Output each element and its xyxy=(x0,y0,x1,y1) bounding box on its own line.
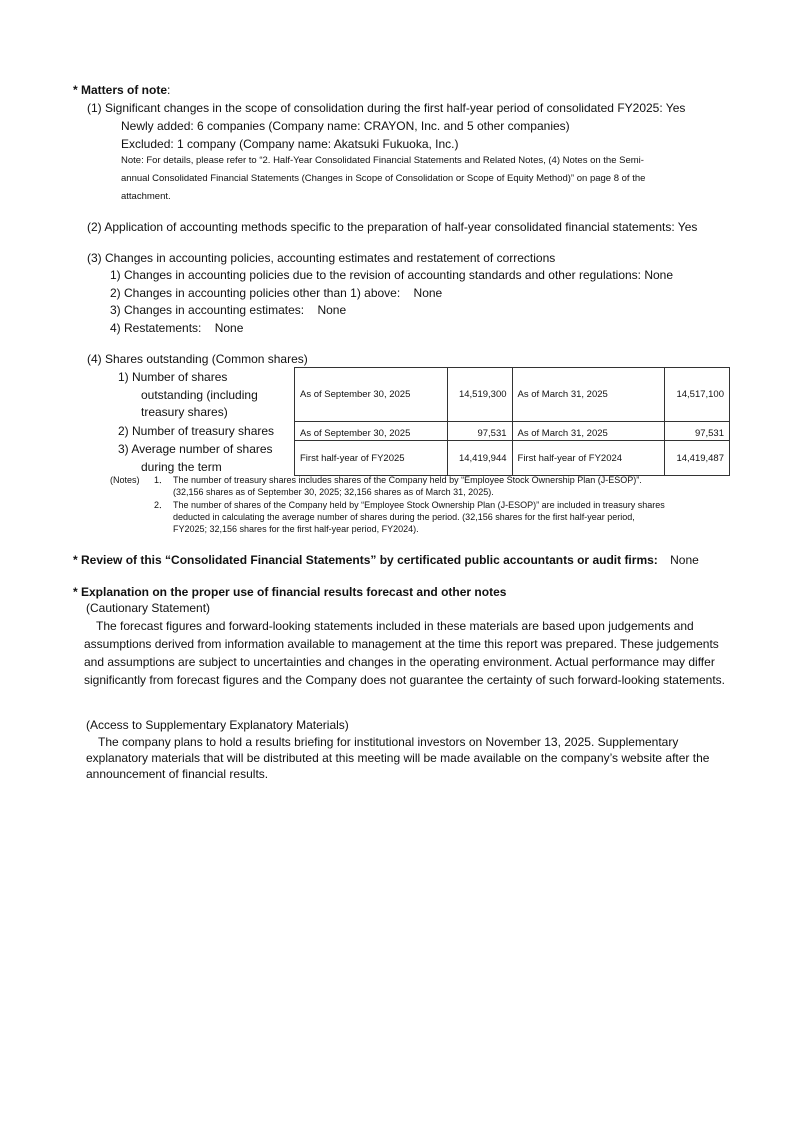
table-cell-value: 14,419,944 xyxy=(447,441,512,476)
table-cell-value: 14,519,300 xyxy=(447,368,512,422)
table-cell-label: As of September 30, 2025 xyxy=(295,422,448,441)
table-row xyxy=(295,441,730,476)
note-1-number: 1． xyxy=(154,475,169,485)
item1-newly-added: Newly added: 6 companies (Company name: CRAYON, Inc. and 5 other companies) xyxy=(121,119,570,133)
table-cell-value: 14,419,487 xyxy=(665,441,730,476)
shares-table xyxy=(294,367,730,476)
item1-title: (1) Significant changes in the scope of consolidation during the first half-year period of consolidated FY2025: Yes xyxy=(87,101,686,115)
access-title: (Access to Supplementary Explanatory Materials) xyxy=(86,718,349,732)
matters-of-note-heading-text: * Matters of note xyxy=(73,83,168,97)
note-2-number: 2． xyxy=(154,500,169,510)
matters-of-note-colon: : xyxy=(167,83,171,97)
review-value: None xyxy=(670,553,699,567)
item1-excluded: Excluded: 1 company (Company name: Akatsuki Fukuoka, Inc.) xyxy=(121,137,459,151)
row-label-2: 2) Number of treasury shares xyxy=(118,424,275,438)
table-row xyxy=(295,368,730,422)
row-label-1-line-1: 1) Number of shares xyxy=(118,370,228,384)
review-heading: * Review of this “Consolidated Financial Statements” by certificated public accountants or audit firms: xyxy=(73,553,658,567)
item2-text: (2) Application of accounting methods specific to the preparation of half-year consolidated financial statements: Yes xyxy=(87,220,698,234)
cautionary-title: (Cautionary Statement) xyxy=(86,601,211,615)
table-cell-label: As of March 31, 2025 xyxy=(512,368,664,422)
cautionary-text: The forecast figures and forward-looking statements included in these materials are based upon judgements and assumptions derived from information available to management at the time this report was prepared. These judgements and assumptions are subject to uncertainties and changes in the operating environment. Actual performance may differ significantly from forecast figures and the Company does not guarantee the certainty of such forward-looking statements. xyxy=(84,619,726,687)
review-section xyxy=(73,553,699,567)
item3-title: (3) Changes in accounting policies, accounting estimates and restatement of corrections xyxy=(87,251,556,265)
note-1-line-1: The number of treasury shares includes shares of the Company held by “Employee Stock Ownership Plan (J-ESOP)”. xyxy=(173,475,642,485)
item3-sub-4: 4) Restatements: None xyxy=(110,321,244,335)
table-cell-value: 97,531 xyxy=(665,422,730,441)
table-cell-label: First half-year of FY2024 xyxy=(512,441,664,476)
table-cell-label: As of March 31, 2025 xyxy=(512,422,664,441)
table-cell-label: First half-year of FY2025 xyxy=(295,441,448,476)
table-cell-value: 97,531 xyxy=(447,422,512,441)
matters-of-note-heading xyxy=(73,83,170,97)
row-label-3-line-2: during the term xyxy=(141,460,222,474)
item1-note-line-2: annual Consolidated Financial Statements (Changes in Scope of Consolidation or Scope of Equity Method)” on page 8 of the xyxy=(121,173,646,184)
notes-label: (Notes) xyxy=(110,475,140,485)
item3-sub-3: 3) Changes in accounting estimates: None xyxy=(110,303,347,317)
access-text: The company plans to hold a results briefing for institutional investors on November 13, 2025. Supplementary explanatory materials that will be distributed at this meeting will be made available on the company’s website after the announcement of financial results. xyxy=(86,735,710,781)
item3-sub-2: 2) Changes in accounting policies other than 1) above: None xyxy=(110,286,443,300)
note-2-line-1: The number of shares of the Company held by “Employee Stock Ownership Plan (J-ESOP)” are included in treasury shares xyxy=(173,500,665,510)
item4-title: (4) Shares outstanding (Common shares) xyxy=(87,352,308,366)
item1-note-line-1: Note: For details, please refer to “2. Half-Year Consolidated Financial Statements and Related Notes, (4) Notes on the Semi- xyxy=(121,155,644,166)
row-label-1-line-2: outstanding (including xyxy=(141,388,258,402)
note-2-line-3: FY2025; 32,156 shares for the first half-year period, FY2024). xyxy=(173,524,419,534)
row-label-3-line-1: 3) Average number of shares xyxy=(118,442,273,456)
explanation-heading: * Explanation on the proper use of financial results forecast and other notes xyxy=(73,585,507,599)
table-cell-label: As of September 30, 2025 xyxy=(295,368,448,422)
row-label-1-line-3: treasury shares) xyxy=(141,405,228,419)
item3-sub-1: 1) Changes in accounting policies due to the revision of accounting standards and other regulations: None xyxy=(110,268,674,282)
item1-note-line-3: attachment. xyxy=(121,191,171,202)
note-1-line-2: (32,156 shares as of September 30, 2025; 32,156 shares as of March 31, 2025). xyxy=(173,487,494,497)
note-2-line-2: deducted in calculating the average number of shares during the period. (32,156 shares for the first half-year period, xyxy=(173,512,635,522)
table-cell-value: 14,517,100 xyxy=(665,368,730,422)
table-row xyxy=(295,422,730,441)
